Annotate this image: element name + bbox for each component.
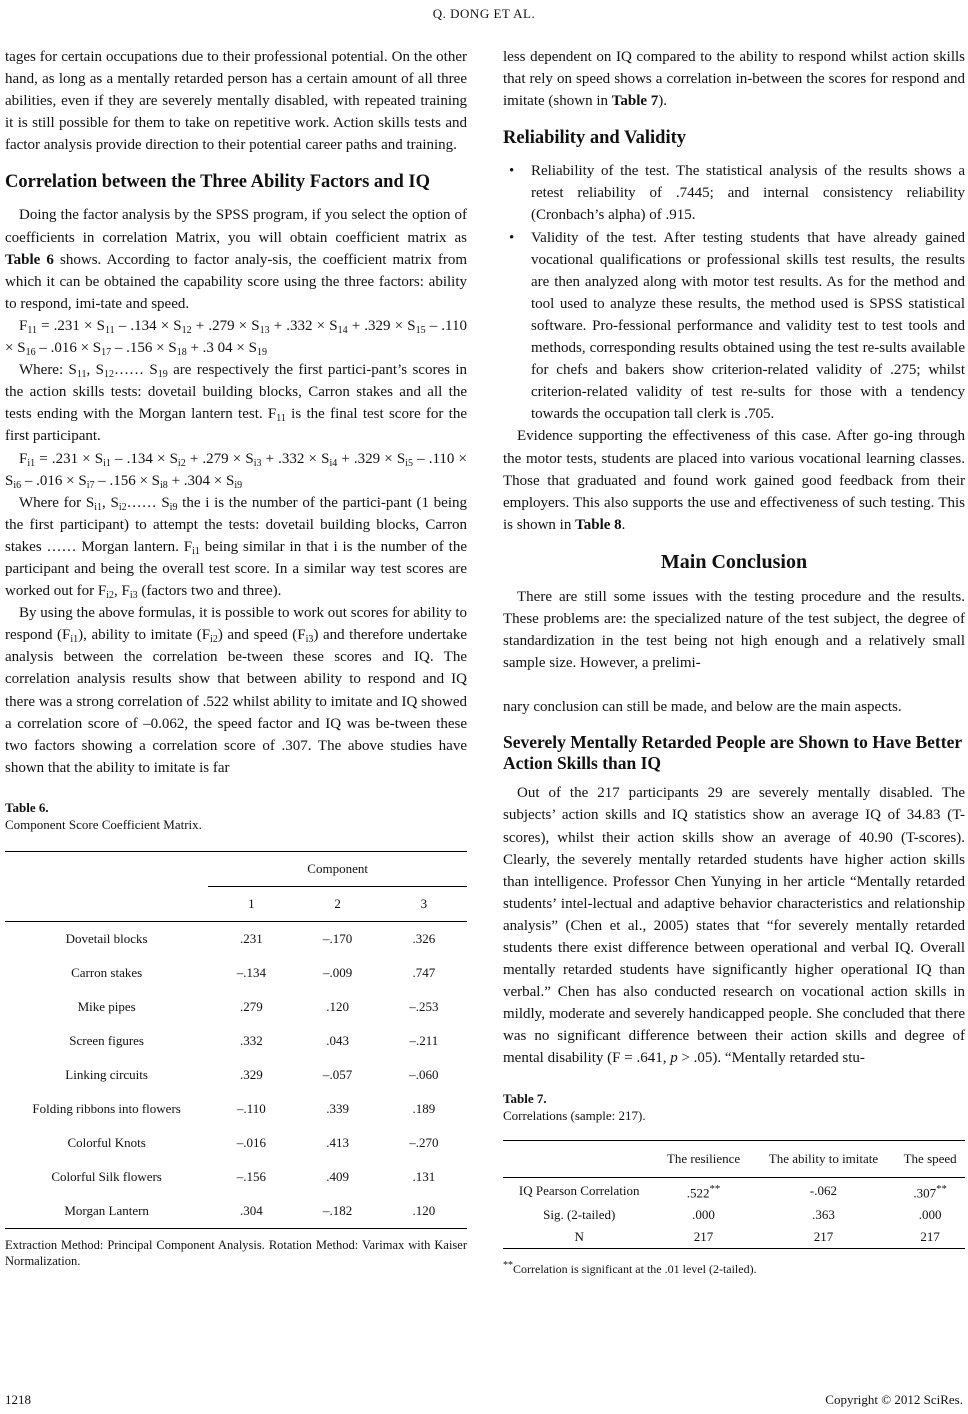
- table7: [503, 1140, 965, 1250]
- table-row: IQ Pearson Correlation .522** -.062 .307**: [518, 1182, 947, 1200]
- running-header: Q. DONG ET AL.: [432, 6, 536, 21]
- paragraph: Evidence supporting the effectiveness of this case. After go-ing through the motor tests, students are placed into various vocational learning classes. Those that graduated and found work gained good feedback from their employers. This also supports the use and effectiveness of such testing. This is shown in Table 8.: [503, 428, 965, 533]
- table-ref[interactable]: Table 7: [611, 93, 659, 110]
- col-header: The ability to imitate: [752, 1140, 896, 1177]
- paragraph: nary conclusion can still be made, and below are the main aspects.: [503, 699, 902, 716]
- component-header: Component: [208, 851, 467, 886]
- section-heading: Correlation between the Three Ability Factors and IQ: [5, 172, 430, 193]
- table6: [5, 851, 467, 1229]
- paragraph: By using the above formulas, it is possible to work out scores for ability to respond $(F_{i1})$, ability to imitate $(F_{i2})$ and speed $(F_{i3})$ and therefore undertake analysis between the correlation be-tween these scores and IQ. The correlation analysis results show that between ability to respond and IQ there was a strong correlation of .522 whilst ability to imitate and IQ showed a correlation score of –0.062, the speed factor and IQ was be-tween these two factors showing a correlation score of .307. The above studies have shown that the ability to imitate is far: [5, 605, 467, 776]
- paragraph: less dependent on IQ compared to the ability to respond whilst action skills that rely on speed shows a correlation in-between the scores for respond and imitate (shown in Table 7).: [503, 49, 965, 110]
- col-header: The resilience: [655, 1140, 751, 1177]
- table-row: Colorful Knots –.016 .413 –.270: [67, 1134, 439, 1150]
- table-row: Carron stakes –.134 –.009 .747: [71, 964, 436, 980]
- copyright: Copyright © 2012 SciRes.: [825, 1392, 963, 1407]
- section-heading: Main Conclusion: [660, 550, 808, 573]
- table-ref[interactable]: Table 6: [5, 251, 54, 268]
- paragraph: Where for $S_{i1}$, $S_{i2}\dots\dots$ $S_{i9}$ the i is the number of the partici-pant (1 being the first participant) to attempt the tests: dovetail building blocks, Carron stakes …… Morgan lantern. $F_{i1}$ being similar in that i is the number of the participant and being the overall test score. In a similar way test scores are worked out for $F_{i2}$, $F_{i3}$ (factors two and three).: [5, 494, 468, 602]
- right-column: [503, 46, 965, 1280]
- table-row: Folding ribbons into flowers –.110 .339 .189: [32, 1100, 436, 1116]
- table-row: Screen figures .332 .043 –.211: [69, 1032, 439, 1048]
- col-header: 3: [420, 895, 428, 911]
- table6-note: Extraction Method: Principal Component Analysis. Rotation Method: Varimax with Kaiser Normalization.: [5, 1237, 467, 1268]
- table-row: N 217 217 217: [574, 1229, 940, 1245]
- table-row: Linking circuits .329 –.057 –.060: [65, 1066, 439, 1082]
- left-column: [5, 46, 467, 1269]
- paragraph: Out of the 217 participants 29 are severely mentally disabled. The subjects’ action skills and IQ statistics show an average IQ of 34.83 (T-scores), whilst their action skills show an average of 40.90 (T-scores). Clearly, the severely mentally retarded students have higher action skills than intelligence. Professor Chen Yunying in her article “Mentally retarded students’ intel-lectual and adaptive behavior characteristics and relationship analysis” (Chen et al., 2005) states that “for severely mentally retarded students there exist difference between operational and verbal IQ. Overall mentally retarded students have significantly higher operational IQ than verbal.” Chen has also conducted research on vocational action skills in mildly, moderate and severely handicapped people. She concluded that there was no significant difference between their action skills and degree of mental disability (F = .641, p > .05). “Mentally retarded stu-: [503, 785, 965, 1067]
- table6-caption: Table 6. Component Score Coefficient Matrix.: [5, 799, 202, 832]
- paragraph: tages for certain occupations due to their professional potential. On the other hand, as long as a mentally retarded person has a certain amount of all three abilities, even if they are severely mentally disabled, with repeated training it is still possible for them to take on repetitive work. Action skills tests and factor analysis provide direction to their potential career paths and training.: [5, 49, 467, 154]
- table-row: Colorful Silk flowers –.156 .409 .131: [51, 1168, 436, 1184]
- subsection-heading: Severely Mentally Retarded People are Shown to Have Better Action Skills than IQ: [503, 732, 962, 774]
- page-number: 1218: [5, 1392, 31, 1407]
- table-row: Sig. (2-tailed) .000 .363 .000: [543, 1206, 942, 1222]
- formula-fi1: $F_{i1} = .231 \times S_{i1} - .134 \times S_{i2} + .279 \times S_{i3} + .332 \times S_{i4} + .329 \times S_{i5} - .110 \times S_{i6} - .016 \times S_{i7} - .156 \times S_{i8} + .304 \times S_{i9}$: [5, 450, 468, 491]
- paragraph: There are still some issues with the testing procedure and the results. These problems are: the specialized nature of the test subject, the degree of standardization in the test being not high enough and a relatively small sample size. However, a prelimi-: [503, 588, 965, 672]
- table-row: Morgan Lantern .304 –.182 .120: [64, 1202, 436, 1218]
- col-header: 2: [334, 895, 341, 911]
- table7-note: **Correlation is significant at the .01 level (2-tailed).: [503, 1260, 757, 1277]
- table-row: Mike pipes .279 .120 –.253: [77, 998, 439, 1014]
- formula-f11: $F_{11} = .231 \times S_{11} - .134 \times S_{12} + .279 \times S_{13} + .332 \times S_{14} + .329 \times S_{15} - .110 \times S_{16} - .016 \times S_{17} - .156 \times S_{18} + .3$ $04 \times S_{19}$: [5, 317, 468, 359]
- table7-caption: Table 7. Correlations (sample: 217).: [503, 1090, 646, 1123]
- col-header: The speed: [895, 1140, 965, 1177]
- table-ref[interactable]: Table 8: [575, 516, 622, 533]
- paragraph: Doing the factor analysis by the SPSS program, if you select the option of coefficients in correlation Matrix, you will obtain coefficient matrix as Table 6 shows. According to factor analy-sis, the coefficient matrix from which it can be obtained the capability score using the three factors: ability to respond, imi-tate and speed.: [5, 207, 467, 312]
- bullet-list: [503, 160, 965, 425]
- section-heading: Reliability and Validity: [503, 128, 686, 149]
- table-row: Dovetail blocks .231 –.170 .326: [5, 921, 467, 956]
- paragraph: Where: $S_{11}$, $S_{12}\dots\dots$ $S_{19}$ are respectively the first partici-pant’s scores in the action skills tests: dovetail building blocks, Carron stakes and all the tests ending with the Morgan lantern test. $F_{11}$ is the final test score for the first participant.: [5, 362, 468, 445]
- col-header: 1: [248, 895, 255, 911]
- list-item: • Validity of the test. After testing students that have already gained vocational qualifications or professional skills test results, the results are then analyzed along with motor test results. As for the method and tool used to analyze these results, the method used is SPSS statistical software. Pro-fessional performance and validity test to test tools and methods, corresponding results obtained using the test re-sults available for chefs and bakers show criterion-related validity of .275; whilst criterion-related validity of test re-sults for those with a tendency towards the occupation tall clerk is .705.: [531, 227, 965, 426]
- list-item: • Reliability of the test. The statistical analysis of the results shows a retest reliability of .7445; and internal consistency reliability (Cronbach’s alpha) of .915.: [531, 160, 965, 226]
